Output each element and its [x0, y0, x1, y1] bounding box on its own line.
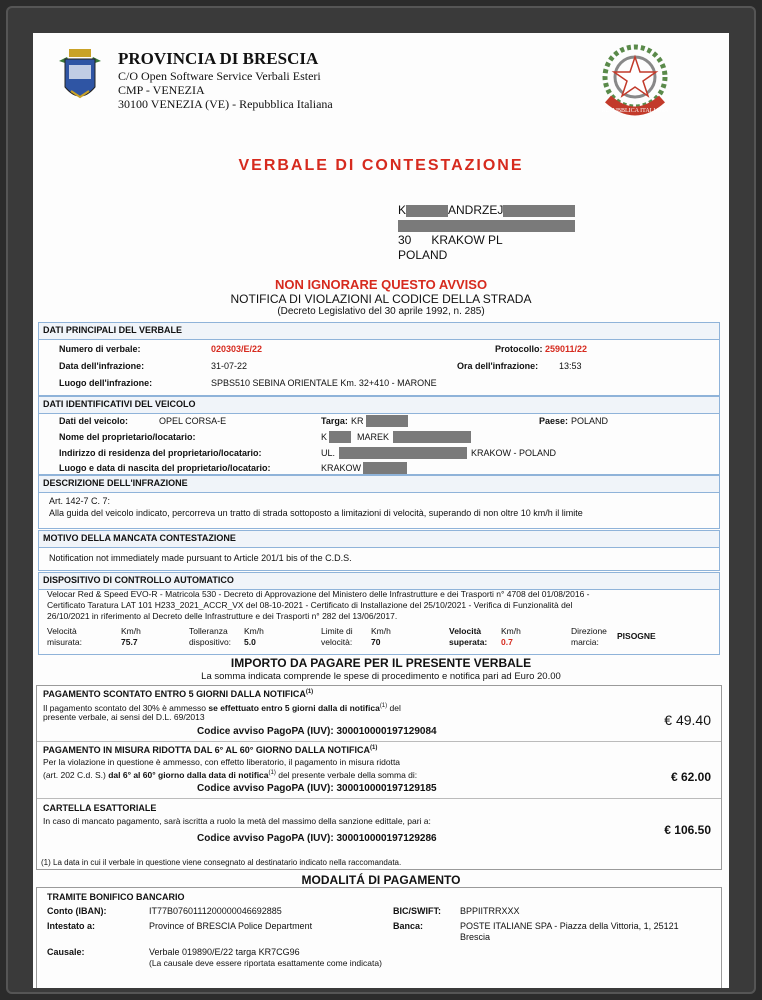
redaction-bar: [406, 205, 448, 217]
bic-label: BIC/SWIFT:: [393, 906, 441, 916]
banca-value-1: POSTE ITALIANE SPA - Piazza della Vittoria, 1, 25121: [460, 921, 679, 931]
label-line: Velocità: [47, 626, 77, 636]
section-heading: MOTIVO DELLA MANCATA CONTESTAZIONE: [39, 531, 719, 548]
redaction-bar: [329, 431, 351, 443]
label-line: Velocità: [449, 626, 482, 636]
value: 0.7: [501, 637, 513, 647]
protocollo-label: Protocollo:: [495, 344, 543, 354]
cartella-heading: CARTELLA ESATTORIALE: [43, 803, 157, 813]
luogo-label: Luogo dell'infrazione:: [59, 378, 153, 388]
recipient-city: KRAKOW PL: [431, 233, 503, 247]
text-part: (art. 202 C.d. S.): [43, 769, 109, 780]
nome-label: Nome del proprietario/locatario:: [59, 432, 196, 442]
divider: [37, 741, 721, 742]
causale-value: Verbale 019890/E/22 targa KR7CG96: [149, 947, 300, 957]
superata-label: [449, 626, 487, 648]
ridotta-line-1: Per la violazione in questione è ammesso, con effetto liberatorio, il pagamento in misura ridotta: [43, 757, 401, 767]
unit: Km/h: [244, 626, 264, 636]
text-part: del: [387, 702, 401, 713]
data-value: 31-07-22: [211, 361, 248, 371]
paese-value: POLAND: [571, 416, 609, 426]
label-line: marcia:: [571, 637, 599, 647]
targa-label: Targa:: [321, 416, 348, 426]
redaction-wrap: [366, 415, 408, 427]
limite-label: [321, 626, 353, 648]
nome-value: MAREK: [357, 432, 390, 442]
protocollo-value: 259011/22: [545, 344, 588, 354]
header-line-2: CMP - VENEZIA: [118, 83, 205, 97]
redaction-wrap: [329, 431, 351, 443]
intestato-value: Province of BRESCIA Police Department: [149, 921, 313, 931]
redaction-bar: [363, 462, 407, 474]
numero-value: 020303/E/22: [211, 344, 263, 354]
section-heading: DATI PRINCIPALI DEL VERBALE: [39, 323, 719, 340]
direzione-value: PISOGNE: [617, 631, 656, 641]
indirizzo-city: KRAKOW - POLAND: [471, 448, 557, 458]
text-emphasis: se effettuato entro 5 giorni dalla di notifica: [208, 702, 380, 713]
targa-value: KR: [351, 416, 364, 426]
luogo-value: SPBS510 SEBINA ORIENTALE Km. 32+410 - MARONE: [211, 378, 437, 388]
limite-value: [371, 626, 391, 648]
redaction-bar: [393, 431, 471, 443]
indirizzo-label: Indirizzo di residenza del proprietario/locatario:: [59, 448, 262, 458]
unit: Km/h: [121, 626, 141, 636]
notice-subtitle: NOTIFICA DI VIOLAZIONI AL CODICE DELLA STRADA: [230, 292, 532, 306]
importo-subtitle: La somma indicata comprende le spese di procedimento e notifica pari ad Euro 20.00: [201, 671, 561, 682]
descrizione-article: Art. 142-7 C. 7:: [49, 496, 111, 506]
redaction-bar: [366, 415, 408, 427]
scontato-line-2: presente verbale, ai sensi del D.L. 69/2013: [43, 712, 205, 722]
header-block: [118, 49, 333, 111]
veicolo-label: Dati del veicolo:: [59, 416, 129, 426]
footnote-mark: (1): [379, 703, 388, 709]
heading-text: PAGAMENTO IN MISURA RIDOTTA DAL 6° AL 60° GIORNO DALLA NOTIFICA: [43, 745, 371, 755]
redaction-wrap: [393, 431, 471, 443]
payment-options-box: [36, 685, 722, 870]
ora-value: 13:53: [559, 361, 582, 371]
section-dispositivo: [38, 572, 720, 655]
bank-heading: TRAMITE BONIFICO BANCARIO: [47, 892, 185, 902]
numero-label: Numero di verbale:: [59, 344, 141, 354]
italian-republic-emblem-icon: [594, 39, 676, 121]
document-page: [33, 33, 729, 988]
warning-notice: NON IGNORARE QUESTO AVVISO: [274, 277, 488, 292]
label-line: dispositivo:: [189, 637, 232, 647]
text-part: del presente verbale della somma di:: [275, 769, 418, 780]
modalita-title: MODALITÁ DI PAGAMENTO: [301, 873, 461, 887]
emblem-text: REPUBBLICA ITALIANA: [601, 108, 669, 114]
recipient-country: POLAND: [398, 248, 448, 262]
label-line: Direzione: [571, 626, 607, 636]
dispositivo-line-2: Certificato Taratura LAT 101 H233_2021_ACCR_VX del 08-10-2021 - Certificato di Installazione del 25/10/2021 - Verifica di Funzionalità del: [47, 600, 573, 610]
section-descrizione: [38, 475, 720, 529]
conto-value: IT77B0760111200000046692885: [149, 906, 282, 916]
unit: Km/h: [371, 626, 391, 636]
causale-label: Causale:: [47, 947, 85, 957]
paese-label: Paese:: [539, 416, 569, 426]
bic-value: BPPIITRRXXX: [460, 906, 520, 916]
banca-value-2: Brescia: [460, 932, 491, 942]
value: 70: [371, 637, 381, 647]
decree-reference: (Decreto Legislativo del 30 aprile 1992, n. 285): [277, 306, 485, 317]
dispositivo-line-1: Velocar Red & Speed EVO-R - Matricola 530 - Decreto di Approvazione del Ministero delle Infrastrutture e dei Trasporti n° 4708 del 01/08/2016 -: [47, 589, 590, 599]
indirizzo-prefix: UL.: [321, 448, 336, 458]
veicolo-value: OPEL CORSA-E: [159, 416, 227, 426]
value: 75.7: [121, 637, 138, 647]
data-label: Data dell'infrazione:: [59, 361, 145, 371]
label-line: superata:: [449, 637, 488, 647]
scontato-amount: € 49.40: [664, 712, 711, 728]
verbale-title: VERBALE DI CONTESTAZIONE: [238, 157, 524, 174]
divider: [37, 798, 721, 799]
text-emphasis: dal 6° al 60° giorno dalla data di notifica: [108, 769, 269, 780]
direzione-label: [571, 626, 607, 648]
cartella-codice: Codice avviso PagoPA (IUV): 300010000197129286: [197, 833, 437, 844]
importo-title: IMPORTO DA PAGARE PER IL PRESENTE VERBALE: [230, 656, 532, 670]
nome-prefix: K: [321, 432, 328, 442]
label-line: velocità:: [321, 637, 353, 647]
tolleranza-label: [189, 626, 231, 648]
redaction-bar: [339, 447, 467, 459]
scontato-heading: [43, 689, 313, 699]
footnote-mark: (1): [268, 770, 276, 776]
superata-value: [501, 626, 521, 648]
recipient-name: ANDRZEJ: [448, 203, 504, 217]
footnote: (1) La data in cui il verbale in questione viene consegnato al destinatario indicato nella raccomandata.: [41, 858, 402, 867]
section-heading: DESCRIZIONE DELL'INFRAZIONE: [39, 476, 719, 493]
nascita-value: KRAKOW: [321, 463, 362, 473]
cartella-amount: € 106.50: [664, 823, 711, 837]
redaction-wrap: [339, 447, 467, 459]
ridotta-line-2: [43, 768, 417, 781]
header-title: PROVINCIA DI BRESCIA: [118, 49, 319, 68]
ridotta-codice: Codice avviso PagoPA (IUV): 300010000197129185: [197, 783, 437, 794]
vel-misurata-value: [121, 626, 141, 648]
redaction-bar: [503, 205, 575, 217]
header-line-1: C/O Open Software Service Verbali Esteri: [118, 69, 321, 83]
recipient-street-prefix: 30: [398, 233, 412, 247]
province-crest-icon: [57, 47, 103, 107]
cartella-line-1: In caso di mancato pagamento, sarà iscritta a ruolo la metà del massimo della sanzione edittale, pari a:: [43, 816, 431, 826]
text-part: Il pagamento scontato del 30% è ammesso: [43, 702, 209, 713]
descrizione-text: Alla guida del veicolo indicato, percorreva un tratto di strada sottoposto a limitazioni di velocità, superando di non oltre 10 km/h il limite: [49, 508, 583, 518]
label-line: Limite di: [321, 626, 353, 636]
recipient-address: [398, 203, 575, 263]
section-heading: DISPOSITIVO DI CONTROLLO AUTOMATICO: [39, 573, 719, 590]
value: 5.0: [244, 637, 256, 647]
ridotta-amount: € 62.00: [670, 770, 711, 784]
intestato-label: Intestato a:: [47, 921, 96, 931]
tolleranza-value: [244, 626, 264, 648]
redaction-wrap: [363, 462, 407, 474]
ora-label: Ora dell'infrazione:: [457, 361, 539, 371]
unit: Km/h: [501, 626, 521, 636]
nascita-label: Luogo e data di nascita del proprietario/locatario:: [59, 463, 271, 473]
causale-note: (La causale deve essere riportata esattamente come indicata): [149, 958, 382, 968]
motivo-text: Notification not immediately made pursuant to Article 201/1 bis of the C.D.S.: [49, 553, 352, 563]
heading-text: PAGAMENTO SCONTATO ENTRO 5 GIORNI DALLA NOTIFICA: [43, 689, 306, 699]
dispositivo-line-3: 26/10/2021 in riferimento al Decreto delle Infrastrutture e dei Trasporti n° 282 del 13/06/2017.: [47, 611, 398, 621]
recipient-name-prefix: K: [398, 203, 407, 217]
vel-misurata-label: [47, 626, 82, 648]
header-line-3: 30100 VENEZIA (VE) - Repubblica Italiana: [118, 97, 333, 111]
label-line: misurata:: [47, 637, 82, 647]
footnote-mark: (1): [305, 689, 314, 695]
scontato-codice: Codice avviso PagoPA (IUV): 300010000197129084: [197, 726, 437, 737]
section-heading: DATI IDENTIFICATIVI DEL VEICOLO: [39, 397, 719, 414]
banca-label: Banca:: [393, 921, 424, 931]
bank-transfer-box: [36, 887, 722, 988]
label-line: Tolleranza: [189, 626, 228, 636]
ridotta-heading: [43, 745, 377, 755]
section-dati-veicolo: [38, 396, 720, 475]
footnote-mark: (1): [370, 745, 378, 751]
section-dati-principali: [38, 322, 720, 396]
redaction-bar: [398, 220, 575, 232]
conto-label: Conto (IBAN):: [47, 906, 107, 916]
section-motivo: [38, 530, 720, 571]
